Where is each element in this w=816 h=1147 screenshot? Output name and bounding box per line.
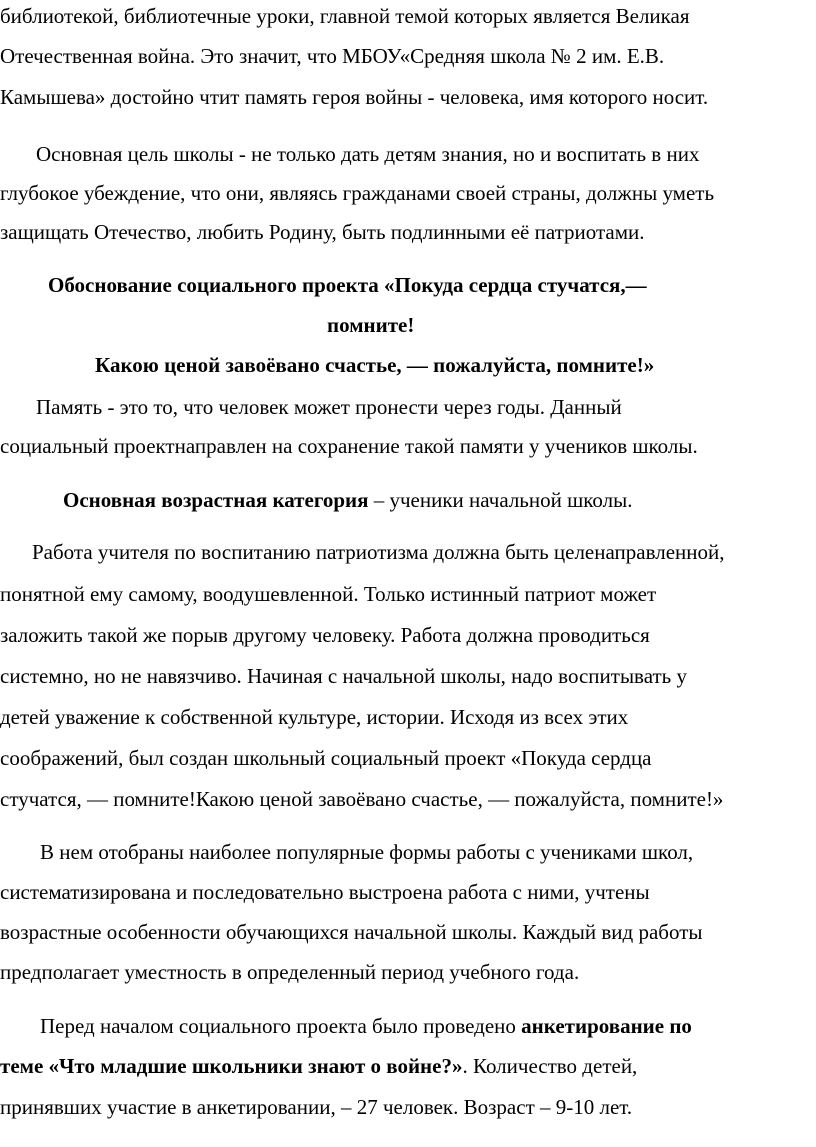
section-heading: помните! (327, 313, 415, 337)
text-line: В нем отобраны наиболее популярные формы работы с учениками школ, (40, 840, 694, 864)
text-bold: анкетирование по (521, 1014, 692, 1038)
text-line: принявших участие в анкетировании, – 27 человек. Возраст – 9-10 лет. (0, 1095, 633, 1119)
text-line: заложить такой же порыв другому человеку. Работа должна проводиться (0, 623, 650, 647)
text-line: понятной ему самому, воодушевленной. Только истинный патриот может (0, 582, 657, 606)
text-line: соображений, был создан школьный социальный проект «Покуда сердца (0, 746, 652, 770)
text-line: Камышева» достойно чтит память героя войны - человека, имя которого носит. (0, 85, 709, 109)
text-line: системно, но не навязчиво. Начиная с начальной школы, надо воспитывать у (0, 664, 687, 688)
text-plain: Перед началом социального проекта было проведено (40, 1014, 522, 1038)
age-category-label: Основная возрастная категория (63, 488, 369, 512)
age-category-line (63, 490, 632, 511)
text-line: защищать Отечество, любить Родину, быть подлинными её патриотами. (0, 220, 645, 244)
text-line: детей уважение к собственной культуре, истории. Исходя из всех этих (0, 705, 629, 729)
text-line: предполагает уместность в определенный период учебного года. (0, 960, 580, 984)
text-line: Память - это то, что человек может пронести через годы. Данный (36, 395, 622, 419)
text-bold: теме «Что младшие школьники знают о войне?» (0, 1054, 463, 1078)
text-line: стучатся, — помните!Какою ценой завоёвано счастье, — пожалуйста, помните!» (0, 787, 724, 811)
text-plain: . Количество детей, (462, 1054, 638, 1078)
section-heading: Какою ценой завоёвано счастье, — пожалуйста, помните!» (95, 353, 655, 377)
age-category-value: – ученики начальной школы. (368, 488, 633, 512)
text-line: Работа учителя по воспитанию патриотизма должна быть целенаправленной, (32, 540, 725, 564)
text-line: Основная цель школы - не только дать детям знания, но и воспитать в них (36, 142, 700, 166)
text-line (40, 1016, 692, 1037)
text-line: систематизирована и последовательно выстроена работа с ними, учтены (0, 880, 650, 904)
text-line: Отечественная война. Это значит, что МБОУ«Средняя школа № 2 им. Е.В. (0, 44, 665, 68)
section-heading: Обоснование социального проекта «Покуда сердца стучатся,— (48, 273, 647, 297)
text-line: библиотекой, библиотечные уроки, главной темой которых является Великая (0, 4, 690, 28)
text-line: социальный проектнаправлен на сохранение такой памяти у учеников школы. (0, 434, 698, 458)
text-line: возрастные особенности обучающихся начальной школы. Каждый вид работы (0, 920, 703, 944)
text-line: глубокое убеждение, что они, являясь гражданами своей страны, должны уметь (0, 181, 715, 205)
text-line (0, 1056, 637, 1077)
